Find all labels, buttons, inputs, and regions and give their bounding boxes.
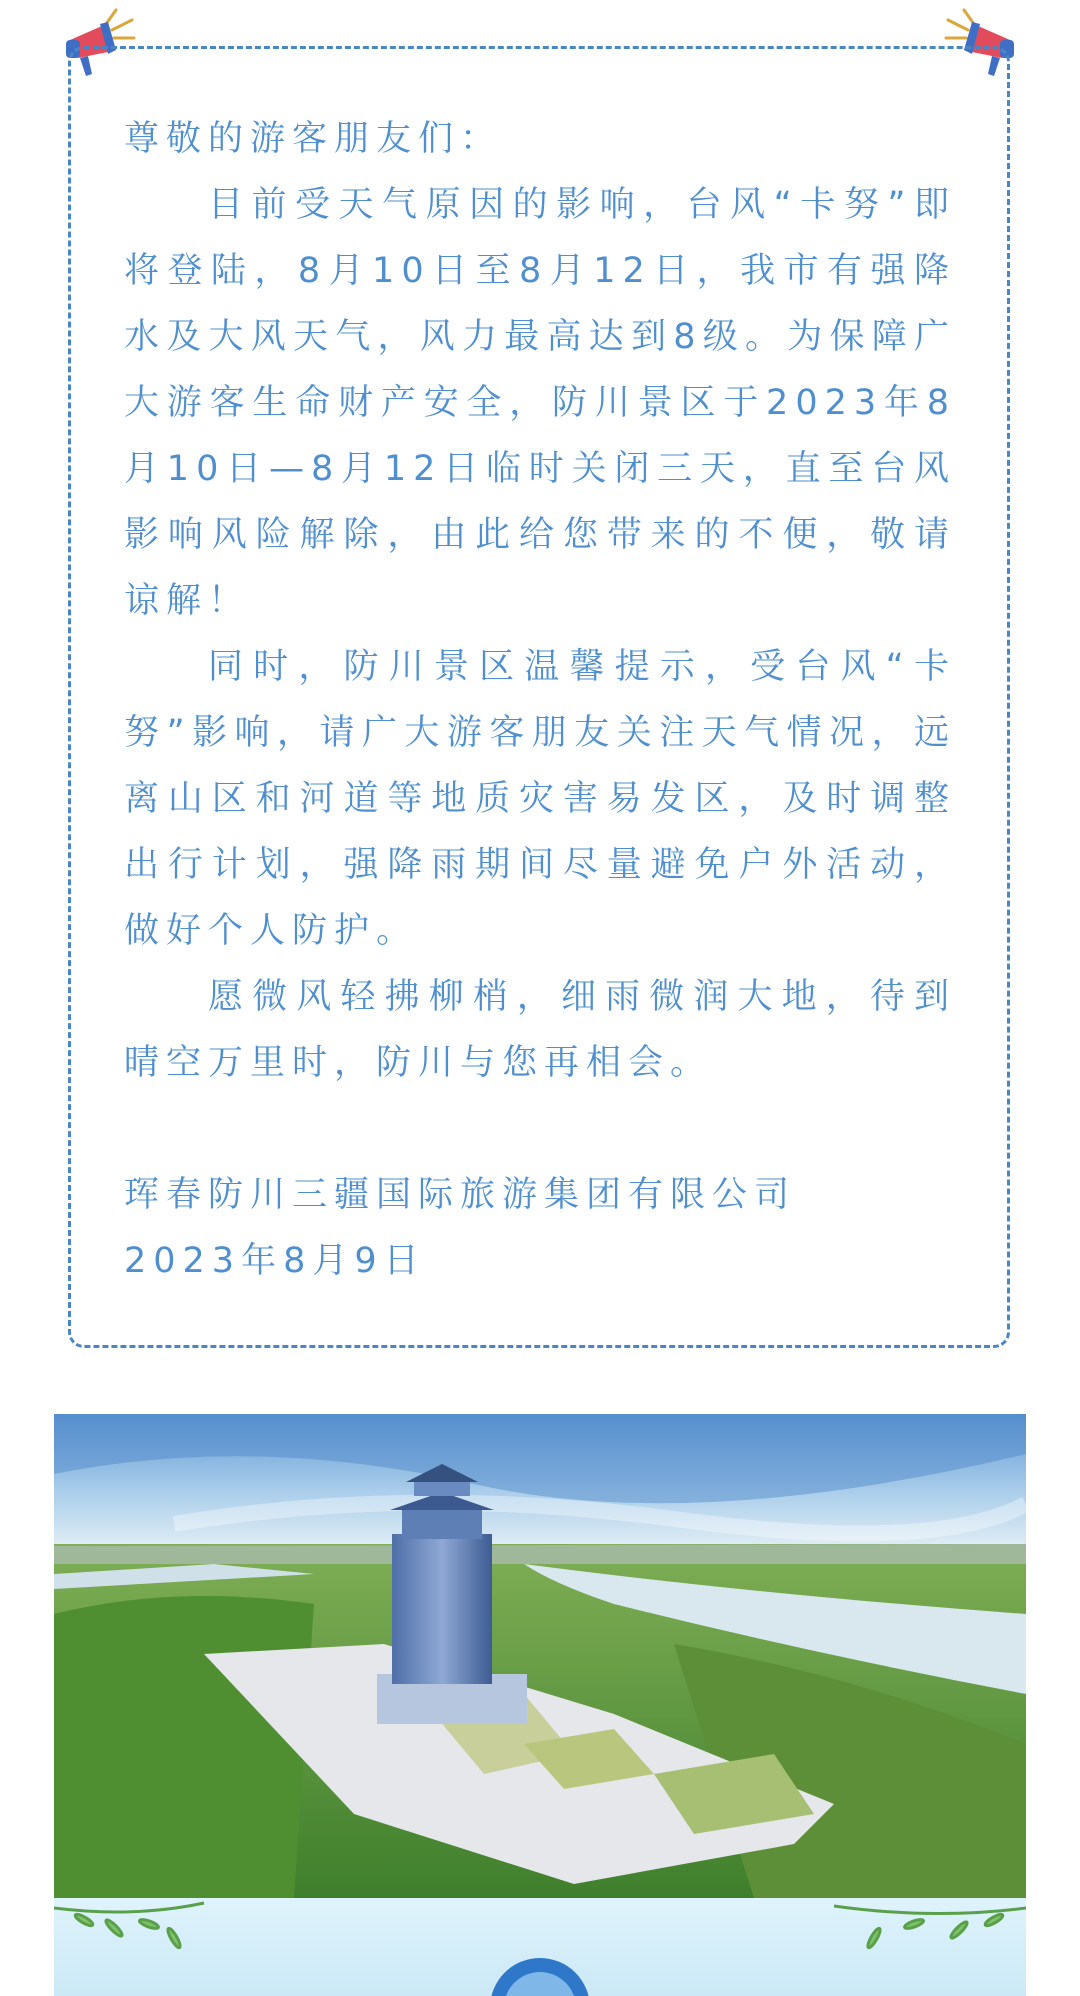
paragraph-safety-tips: 同时，防川景区温馨提示，受台风“卡努”影响，请广大游客朋友关注天气情况，远离山区和河道等地质灾害易发区，及时调整出行计划，强降雨期间尽量避免户外活动，做好个人防护。 — [124, 647, 956, 951]
notice-letter — [124, 106, 956, 1294]
signature-company: 珲春防川三疆国际旅游集团有限公司 — [124, 1175, 797, 1215]
paragraph-closure: 目前受天气原因的影响，台风“卡努”即将登陆，8月10日至8月12日，我市有强降水及大风天气，风力最高达到8级。为保障广大游客生命财产安全，防川景区于2023年8月10日—8月12日临时关闭三天，直至台风影响风险解除，由此给您带来的不便，敬请谅解！ — [124, 185, 956, 621]
emblem-icon — [490, 1958, 590, 1996]
signature-date: 2023年8月9日 — [124, 1241, 426, 1281]
willow-branch-icon — [54, 1903, 1026, 1949]
scenic-area-photo — [54, 1414, 1026, 1898]
greeting: 尊敬的游客朋友们： — [124, 119, 503, 159]
paragraph-closing-wish: 愿微风轻拂柳梢，细雨微润大地，待到晴空万里时，防川与您再相会。 — [124, 977, 956, 1083]
bottom-banner — [54, 1898, 1026, 1996]
